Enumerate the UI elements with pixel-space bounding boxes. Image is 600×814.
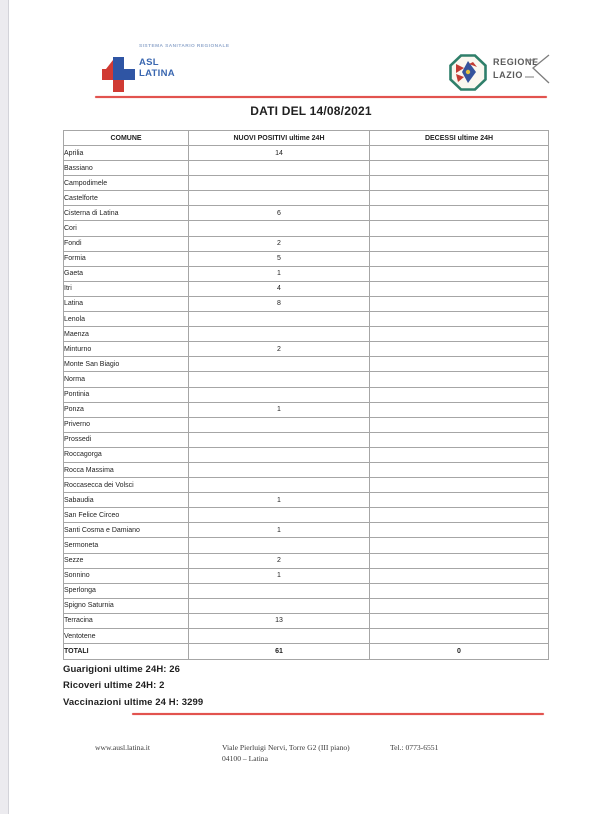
nuovi-positivi-cell: [189, 447, 370, 462]
comune-cell: Ventotene: [64, 629, 189, 644]
comune-cell: Campodimele: [64, 176, 189, 191]
table-row: [64, 432, 549, 447]
nuovi-positivi-cell: [189, 538, 370, 553]
comune-cell: Maenza: [64, 327, 189, 342]
nuovi-positivi-cell: [189, 312, 370, 327]
col-header-nuovi-positivi: NUOVI POSITIVI ultime 24H: [189, 131, 370, 146]
decessi-cell: [370, 478, 549, 493]
decessi-cell: [370, 613, 549, 628]
comune-cell: Sperlonga: [64, 583, 189, 598]
decessi-cell: [370, 236, 549, 251]
nuovi-positivi-cell: [189, 161, 370, 176]
table-body: [64, 146, 549, 644]
summary-vaccinazioni: Vaccinazioni ultime 24 H: 3299: [63, 696, 204, 708]
nuovi-positivi-cell: 2: [189, 236, 370, 251]
table-row: [64, 191, 549, 206]
decessi-cell: [370, 251, 549, 266]
decessi-cell: [370, 296, 549, 311]
nuovi-positivi-cell: 6: [189, 206, 370, 221]
comune-cell: Terracina: [64, 613, 189, 628]
ssr-label: SISTEMA SANITARIO REGIONALE: [139, 44, 230, 49]
comune-cell: Spigno Saturnia: [64, 598, 189, 613]
comune-cell: Gaeta: [64, 266, 189, 281]
comune-cell: Pontinia: [64, 387, 189, 402]
totals-nuovi-positivi: 61: [189, 644, 370, 660]
nuovi-positivi-cell: 13: [189, 613, 370, 628]
comune-cell: Itri: [64, 281, 189, 296]
decessi-cell: [370, 221, 549, 236]
table-row: [64, 553, 549, 568]
table-row: [64, 266, 549, 281]
nuovi-positivi-cell: [189, 387, 370, 402]
decessi-cell: [370, 432, 549, 447]
table-row: [64, 493, 549, 508]
nuovi-positivi-cell: [189, 478, 370, 493]
table-row: [64, 523, 549, 538]
table-row: [64, 296, 549, 311]
table-row: [64, 583, 549, 598]
decessi-cell: [370, 568, 549, 583]
decessi-cell: [370, 493, 549, 508]
nuovi-positivi-cell: 1: [189, 523, 370, 538]
footer-website: www.ausl.latina.it: [95, 743, 150, 752]
asl-cross-icon: [102, 57, 135, 92]
regione-lazio-word1: REGIONE: [493, 57, 539, 67]
table-row: [64, 538, 549, 553]
decessi-cell: [370, 176, 549, 191]
comune-cell: Ponza: [64, 402, 189, 417]
comune-cell: Sezze: [64, 553, 189, 568]
table-row: [64, 251, 549, 266]
comune-cell: Cisterna di Latina: [64, 206, 189, 221]
decessi-cell: [370, 508, 549, 523]
nuovi-positivi-cell: 8: [189, 296, 370, 311]
decessi-cell: [370, 598, 549, 613]
table-row: [64, 568, 549, 583]
comune-cell: Santi Cosma e Damiano: [64, 523, 189, 538]
summary-ricoveri: Ricoveri ultime 24H: 2: [63, 680, 165, 692]
nuovi-positivi-cell: [189, 432, 370, 447]
decessi-cell: [370, 312, 549, 327]
nuovi-positivi-cell: 1: [189, 402, 370, 417]
nuovi-positivi-cell: [189, 357, 370, 372]
col-header-decessi: DECESSI ultime 24H: [370, 131, 549, 146]
decessi-cell: [370, 281, 549, 296]
decessi-cell: [370, 146, 549, 161]
nuovi-positivi-cell: [189, 417, 370, 432]
comune-cell: Cori: [64, 221, 189, 236]
decessi-cell: [370, 327, 549, 342]
comune-cell: San Felice Circeo: [64, 508, 189, 523]
table-row: [64, 478, 549, 493]
table-row: [64, 342, 549, 357]
decessi-cell: [370, 538, 549, 553]
nuovi-positivi-cell: [189, 327, 370, 342]
nuovi-positivi-cell: [189, 629, 370, 644]
nuovi-positivi-cell: [189, 191, 370, 206]
totals-decessi: 0: [370, 644, 549, 660]
nuovi-positivi-cell: 4: [189, 281, 370, 296]
decessi-cell: [370, 161, 549, 176]
decessi-cell: [370, 357, 549, 372]
col-header-comune: COMUNE: [64, 131, 189, 146]
table-row: [64, 236, 549, 251]
asl-name-line1: ASL: [139, 57, 159, 68]
comune-cell: Castelforte: [64, 191, 189, 206]
table-row: [64, 402, 549, 417]
comune-cell: Prossedi: [64, 432, 189, 447]
footer-address-line2: 04100 – Latina: [222, 753, 268, 763]
comune-cell: Norma: [64, 372, 189, 387]
regione-lazio-word2: LAZIO: [493, 70, 523, 80]
table-row: [64, 447, 549, 462]
table-row: [64, 629, 549, 644]
table-row: [64, 327, 549, 342]
decessi-cell: [370, 402, 549, 417]
nuovi-positivi-cell: 2: [189, 342, 370, 357]
page-title: DATI DEL 14/08/2021: [250, 104, 372, 118]
table-row: [64, 387, 549, 402]
regione-lazio-chevron-icon: [525, 54, 551, 84]
nuovi-positivi-cell: [189, 508, 370, 523]
nuovi-positivi-cell: 1: [189, 266, 370, 281]
nuovi-positivi-cell: [189, 372, 370, 387]
decessi-cell: [370, 553, 549, 568]
comune-cell: Rocca Massima: [64, 462, 189, 477]
decessi-cell: [370, 206, 549, 221]
comune-cell: Sermoneta: [64, 538, 189, 553]
nuovi-positivi-cell: 2: [189, 553, 370, 568]
comune-cell: Monte San Biagio: [64, 357, 189, 372]
decessi-cell: [370, 266, 549, 281]
table-row: [64, 221, 549, 236]
table-row: [64, 508, 549, 523]
totals-row: [64, 644, 549, 660]
table-row: [64, 312, 549, 327]
nuovi-positivi-cell: [189, 462, 370, 477]
footer-address-line1: Viale Pierluigi Nervi, Torre G2 (III piano): [222, 743, 350, 752]
comune-cell: Aprilia: [64, 146, 189, 161]
totals-label: TOTALI: [64, 644, 189, 660]
decessi-cell: [370, 191, 549, 206]
comune-cell: Minturno: [64, 342, 189, 357]
nuovi-positivi-cell: 14: [189, 146, 370, 161]
comune-cell: Fondi: [64, 236, 189, 251]
table-header-row: [64, 131, 549, 146]
comune-cell: Formia: [64, 251, 189, 266]
nuovi-positivi-cell: [189, 176, 370, 191]
regione-lazio-emblem-icon: [449, 54, 487, 91]
decessi-cell: [370, 447, 549, 462]
table-row: [64, 613, 549, 628]
comune-cell: Bassiano: [64, 161, 189, 176]
table-row: [64, 206, 549, 221]
table-row: [64, 176, 549, 191]
table-row: [64, 417, 549, 432]
comune-cell: Priverno: [64, 417, 189, 432]
viewer-gutter: [0, 0, 9, 814]
table-row: [64, 598, 549, 613]
nuovi-positivi-cell: 1: [189, 493, 370, 508]
table-row: [64, 281, 549, 296]
summary-block: [63, 662, 203, 711]
decessi-cell: [370, 629, 549, 644]
header-divider-rule: [95, 96, 547, 98]
table-row: [64, 372, 549, 387]
table-row: [64, 161, 549, 176]
table-row: [64, 357, 549, 372]
decessi-cell: [370, 523, 549, 538]
summary-guarigioni: Guarigioni ultime 24H: 26: [63, 664, 181, 675]
footer-phone: Tel.: 0773-6551: [390, 743, 439, 752]
decessi-cell: [370, 462, 549, 477]
covid-table: [63, 130, 549, 660]
decessi-cell: [370, 417, 549, 432]
decessi-cell: [370, 583, 549, 598]
decessi-cell: [370, 372, 549, 387]
footer-address: [222, 743, 397, 764]
table-row: [64, 146, 549, 161]
nuovi-positivi-cell: 5: [189, 251, 370, 266]
comune-cell: Roccasecca dei Volsci: [64, 478, 189, 493]
comune-cell: Latina: [64, 296, 189, 311]
decessi-cell: [370, 342, 549, 357]
footer-divider-rule: [132, 713, 544, 715]
comune-cell: Lenola: [64, 312, 189, 327]
nuovi-positivi-cell: [189, 598, 370, 613]
nuovi-positivi-cell: [189, 583, 370, 598]
comune-cell: Sonnino: [64, 568, 189, 583]
comune-cell: Sabaudia: [64, 493, 189, 508]
asl-name-line2: LATINA: [139, 68, 175, 79]
table-row: [64, 462, 549, 477]
decessi-cell: [370, 387, 549, 402]
nuovi-positivi-cell: [189, 221, 370, 236]
comune-cell: Roccagorga: [64, 447, 189, 462]
nuovi-positivi-cell: 1: [189, 568, 370, 583]
covid-data-table: [63, 130, 548, 660]
